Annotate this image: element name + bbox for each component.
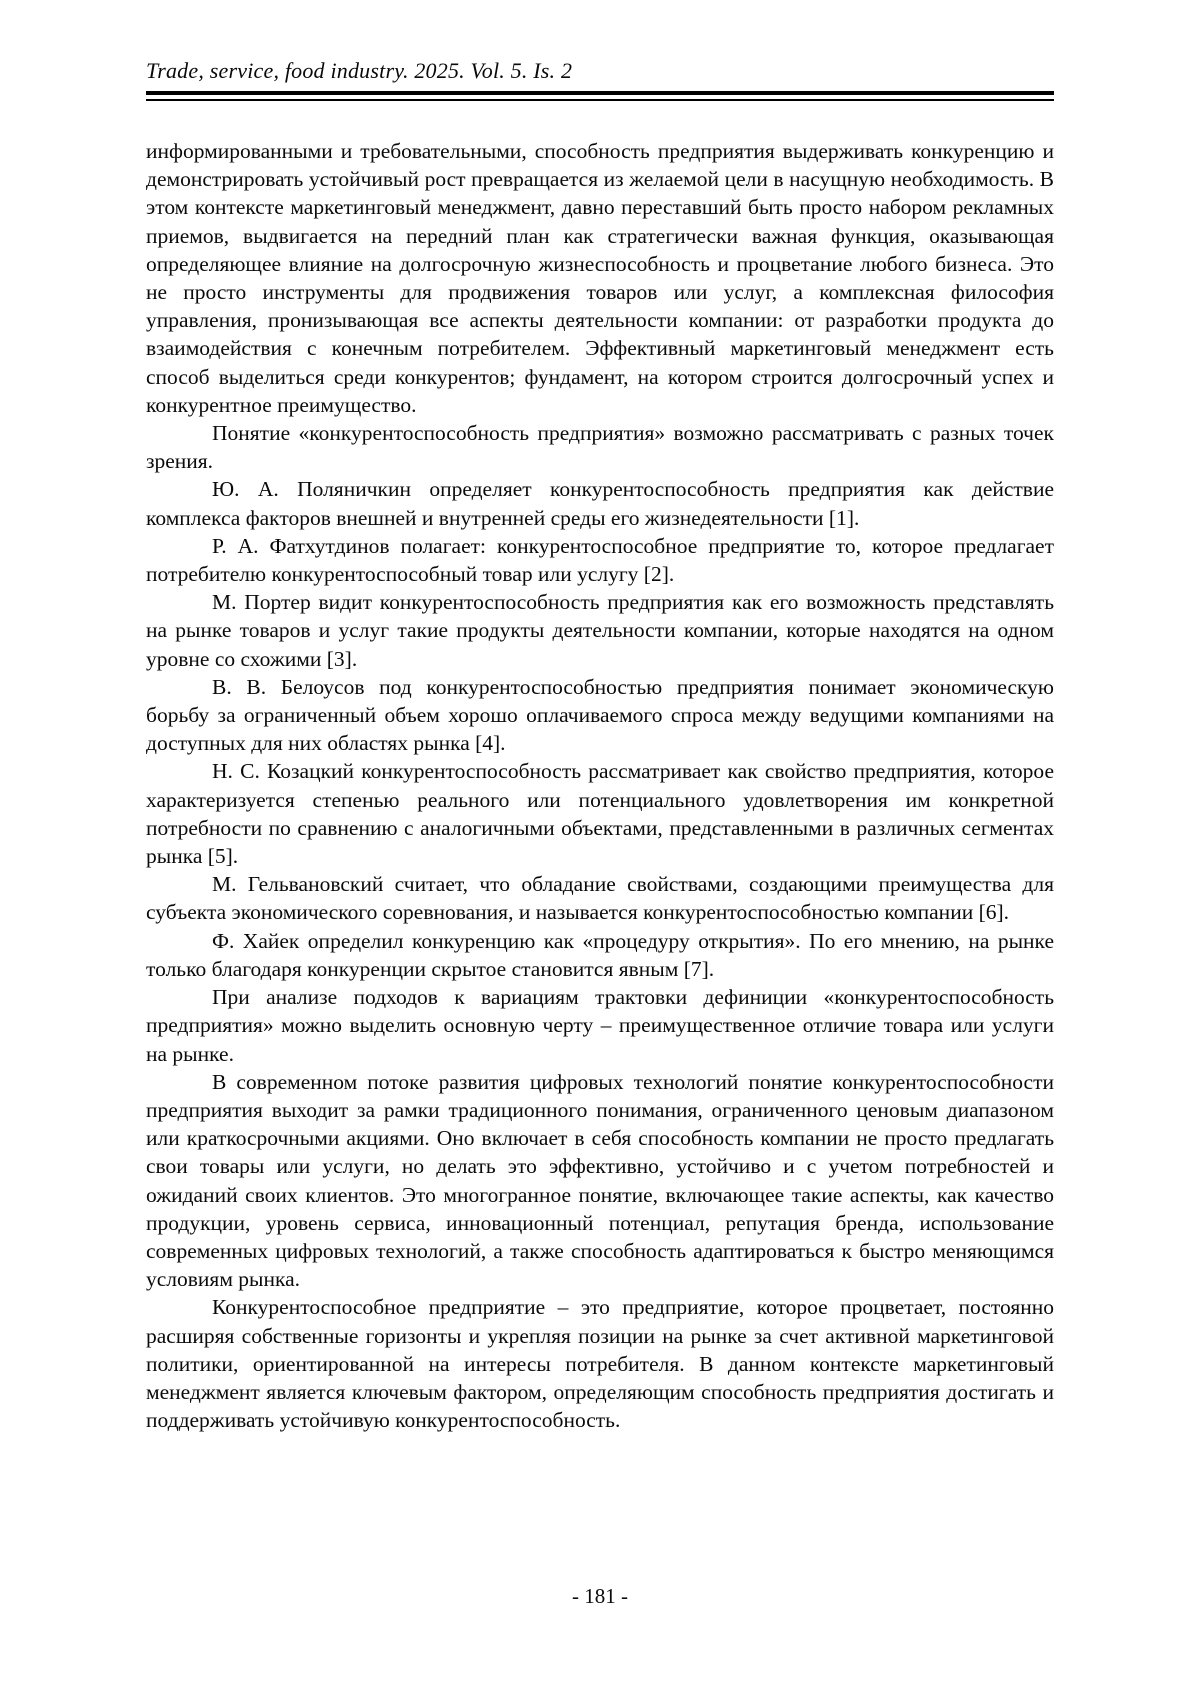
paragraph: При анализе подходов к вариациям трактовки дефиниции «конкурентоспособность предприятия» можно выделить основную черту – преимущественное отличие товара или услуги на рынке.: [146, 985, 1054, 1066]
paragraph: В современном потоке развития цифровых технологий понятие конкурентоспособности предприятия выходит за рамки традиционного понимания, ограниченного ценовым диапазоном или краткосрочными акциями. Оно включает в себя способность компании не просто предлагать свои товары или услуги, но делать это эффективно, устойчиво и с учетом потребностей и ожиданий своих клиентов. Это многогранное понятие, включающее такие аспекты, как качество продукции, уровень сервиса, инновационный потенциал, репутация бренда, использование современных цифровых технологий, а также способность адаптироваться к быстро меняющимся условиям рынка.: [146, 1069, 1054, 1292]
paragraph: Ю. А. Поляничкин определяет конкурентоспособность предприятия как действие комплекса факторов внешней и внутренней среды его жизнедеятельности [1].: [146, 477, 1054, 530]
paragraph: В. В. Белоусов под конкурентоспособностью предприятия понимает экономическую борьбу за ограниченный объем хорошо оплачиваемого спроса между ведущими компаниями на доступных для них областях рынка [4].: [146, 674, 1054, 756]
page-number: - 181 -: [572, 1584, 628, 1608]
paragraph: Р. А. Фатхутдинов полагает: конкурентоспособное предприятие то, которое предлагает потребителю конкурентоспособный товар или услугу [2].: [146, 533, 1054, 587]
paragraph: М. Гельвановский считает, что обладание свойствами, создающими преимущества для субъекта экономического соревнования, и называется конкурентоспособностью компании [6].: [146, 872, 1054, 925]
header-rule-divider: [146, 91, 1054, 101]
paragraph: М. Портер видит конкурентоспособность предприятия как его возможность представлять на рынке товаров и услуг такие продукты деятельности компании, которые находятся на одном уровне со схожими [3].: [146, 590, 1054, 671]
paragraph: Н. С. Козацкий конкурентоспособность рассматривает как свойство предприятия, которое характеризуется степенью реального или потенциального удовлетворения им конкретной потребности по сравнению с аналогичными объектами, представленными в различных сегментах рынка [5].: [146, 759, 1054, 869]
paragraph: Конкурентоспособное предприятие – это предприятие, которое процветает, постоянно расширяя собственные горизонты и укрепляя позиции на рынке за счет активной маркетинговой политики, ориентированной на интересы потребителя. В данном контексте маркетинговый менеджмент является ключевым фактором, определяющим способность предприятия достигать и поддерживать устойчивую конкурентоспособность.: [146, 1295, 1054, 1433]
document-body: [146, 137, 1054, 1434]
paragraph: Ф. Хайек определил конкуренцию как «процедуру открытия». По его мнению, на рынке только благодаря конкуренции скрытое становится явным [7].: [146, 928, 1054, 981]
paragraph: Понятие «конкурентоспособность предприятия» возможно рассматривать с разных точек зрения.: [146, 421, 1054, 474]
journal-header: Trade, service, food industry. 2025. Vol. 5. Is. 2: [146, 58, 573, 83]
paragraph: информированными и требовательными, способность предприятия выдерживать конкуренцию и демонстрировать устойчивый рост превращается из желаемой цели в насущную необходимость. В этом контексте маркетинговый менеджмент, давно переставший быть просто набором рекламных приемов, выдвигается на передний план как стратегически важная функция, оказывающая определяющее влияние на долгосрочную жизнеспособность и процветание любого бизнеса. Это не просто инструменты для продвижения товаров или услуг, а комплексная философия управления, пронизывающая все аспекты деятельности компании: от разработки продукта до взаимодействия с конечным потребителем. Эффективный маркетинговый менеджмент есть способ выделиться среди конкурентов; фундамент, на котором строится долгосрочный успех и конкурентное преимущество.: [146, 139, 1054, 417]
